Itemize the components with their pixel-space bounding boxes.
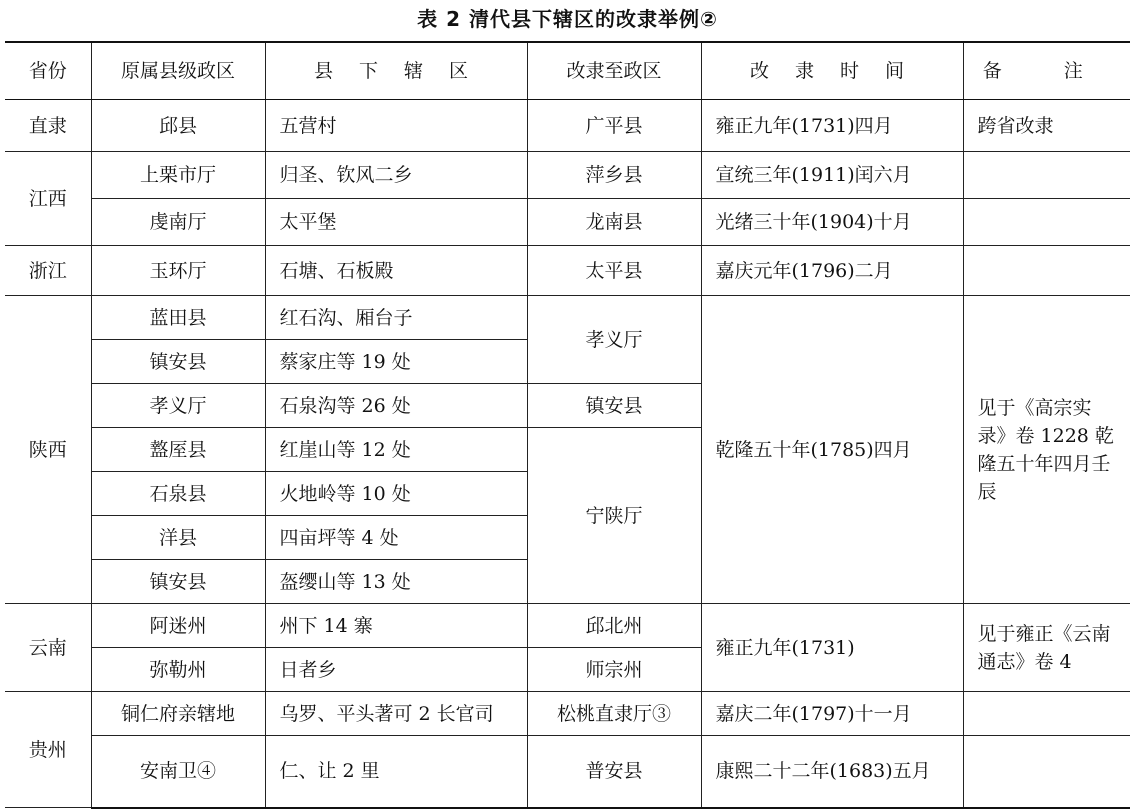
subordinate-area-cell: 乌罗、平头著可 2 长官司	[265, 692, 527, 736]
original-county-cell: 石泉县	[91, 472, 265, 516]
subordinate-area-cell: 太平堡	[265, 199, 527, 246]
province-cell: 浙江	[5, 246, 91, 296]
original-county-cell: 安南卫④	[91, 736, 265, 808]
note-cell	[963, 692, 1130, 736]
table-row	[5, 692, 1130, 736]
note-cell: 见于雍正《云南通志》卷 4	[963, 604, 1130, 692]
header-row	[5, 42, 1130, 100]
table-row	[5, 604, 1130, 648]
target-unit-cell: 太平县	[527, 246, 701, 296]
original-county-cell: 孝义厅	[91, 384, 265, 428]
time-cell: 嘉庆二年(1797)十一月	[701, 692, 963, 736]
table-row	[5, 246, 1130, 296]
note-cell: 跨省改隶	[963, 100, 1130, 152]
header-note: 备 注	[963, 42, 1130, 100]
time-cell: 雍正九年(1731)	[701, 604, 963, 692]
original-county-cell: 邱县	[91, 100, 265, 152]
header-target-unit: 改隶至政区	[527, 42, 701, 100]
subordinate-area-cell: 州下 14 寨	[265, 604, 527, 648]
header-original-county: 原属县级政区	[91, 42, 265, 100]
table-row	[5, 199, 1130, 246]
original-county-cell: 铜仁府亲辖地	[91, 692, 265, 736]
target-unit-cell: 普安县	[527, 736, 701, 808]
header-time: 改 隶 时 间	[701, 42, 963, 100]
province-cell: 江西	[5, 152, 91, 246]
subordinate-area-cell: 日者乡	[265, 648, 527, 692]
target-unit-cell: 师宗州	[527, 648, 701, 692]
original-county-cell: 洋县	[91, 516, 265, 560]
target-unit-cell: 松桃直隶厅③	[527, 692, 701, 736]
time-cell: 康熙二十二年(1683)五月	[701, 736, 963, 808]
header-province: 省份	[5, 42, 91, 100]
original-county-cell: 阿迷州	[91, 604, 265, 648]
subordinate-area-cell: 盔缨山等 13 处	[265, 560, 527, 604]
target-unit-cell: 孝义厅	[527, 296, 701, 384]
target-unit-cell: 龙南县	[527, 199, 701, 246]
original-county-cell: 虔南厅	[91, 199, 265, 246]
subordinate-area-cell: 四亩坪等 4 处	[265, 516, 527, 560]
table-row	[5, 736, 1130, 808]
note-cell: 见于《高宗实录》卷 1228 乾隆五十年四月壬辰	[963, 296, 1130, 604]
table-row	[5, 296, 1130, 340]
target-unit-cell: 邱北州	[527, 604, 701, 648]
original-county-cell: 盩厔县	[91, 428, 265, 472]
note-cell	[963, 246, 1130, 296]
time-cell: 雍正九年(1731)四月	[701, 100, 963, 152]
province-cell: 陕西	[5, 296, 91, 604]
original-county-cell: 玉环厅	[91, 246, 265, 296]
original-county-cell: 上栗市厅	[91, 152, 265, 199]
header-subordinate-area: 县 下 辖 区	[265, 42, 527, 100]
time-cell: 宣统三年(1911)闰六月	[701, 152, 963, 199]
time-cell: 光绪三十年(1904)十月	[701, 199, 963, 246]
original-county-cell: 镇安县	[91, 560, 265, 604]
target-unit-cell: 广平县	[527, 100, 701, 152]
note-cell	[963, 199, 1130, 246]
time-cell: 乾隆五十年(1785)四月	[701, 296, 963, 604]
note-cell	[963, 152, 1130, 199]
subordinate-area-cell: 石塘、石板殿	[265, 246, 527, 296]
subordinate-area-cell: 归圣、钦风二乡	[265, 152, 527, 199]
reassignment-table	[5, 41, 1130, 809]
subordinate-area-cell: 火地岭等 10 处	[265, 472, 527, 516]
target-unit-cell: 宁陕厅	[527, 428, 701, 604]
table-row	[5, 100, 1130, 152]
subordinate-area-cell: 五营村	[265, 100, 527, 152]
subordinate-area-cell: 蔡家庄等 19 处	[265, 340, 527, 384]
province-cell: 云南	[5, 604, 91, 692]
table-title: 表 2 清代县下辖区的改隶举例②	[417, 7, 718, 31]
note-cell	[963, 736, 1130, 808]
subordinate-area-cell: 仁、让 2 里	[265, 736, 527, 808]
province-cell: 直隶	[5, 100, 91, 152]
table-row	[5, 152, 1130, 199]
subordinate-area-cell: 红石沟、厢台子	[265, 296, 527, 340]
time-cell: 嘉庆元年(1796)二月	[701, 246, 963, 296]
province-cell: 贵州	[5, 692, 91, 808]
original-county-cell: 镇安县	[91, 340, 265, 384]
original-county-cell: 弥勒州	[91, 648, 265, 692]
subordinate-area-cell: 石泉沟等 26 处	[265, 384, 527, 428]
target-unit-cell: 萍乡县	[527, 152, 701, 199]
original-county-cell: 蓝田县	[91, 296, 265, 340]
subordinate-area-cell: 红崖山等 12 处	[265, 428, 527, 472]
target-unit-cell: 镇安县	[527, 384, 701, 428]
